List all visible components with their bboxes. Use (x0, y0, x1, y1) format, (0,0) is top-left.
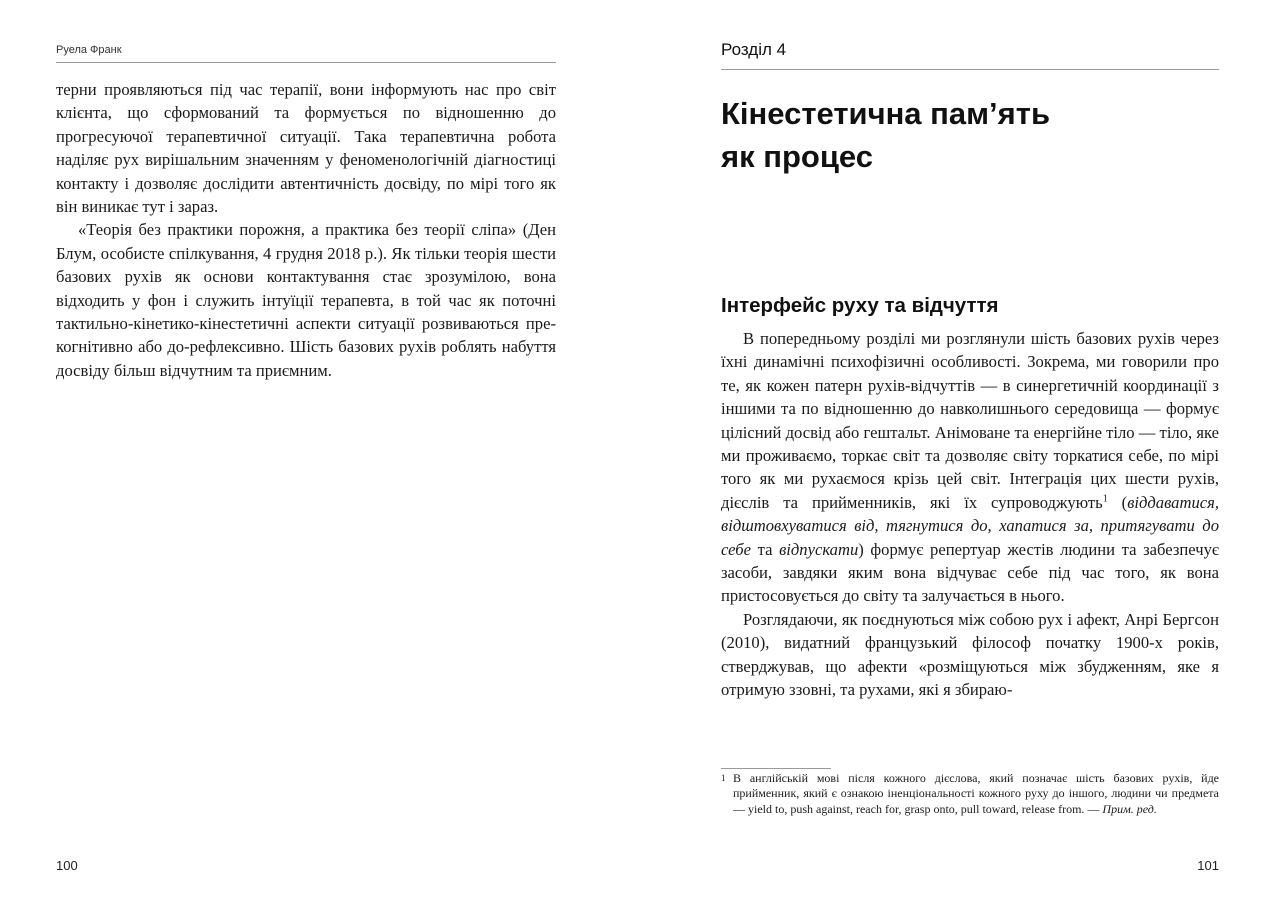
chapter-label: Розділ 4 (721, 40, 1219, 70)
page-number: 101 (1197, 858, 1219, 873)
chapter-title (721, 92, 1219, 178)
right-page (640, 0, 1280, 907)
text-run: ( (1107, 492, 1128, 512)
left-body-text (56, 78, 556, 382)
footnote-mark: 1 (721, 773, 726, 783)
chapter-title-line: Кінестетична пам’ять (721, 96, 1050, 131)
paragraph: терни проявляються під час терапії, вони інформують нас про світ клієнта, що сформований та формується по відношенню до прогресуючої терапевтичної ситуації. Така терапевтична робота наділяє рух вирішальним значенням у феноменологічній діагностиці контакту і дозволяє дослідити автентичність досвіду, по мірі того як він виникає тут і зараз. (56, 80, 556, 217)
text-run: ) формує репертуар жестів людини та забезпечує засоби, завдяки яким вона відчуває себе під час того, як вона пристосовується до світу та залучається в нього. (721, 539, 1219, 606)
page-number: 100 (56, 858, 78, 873)
section-heading: Інтерфейс руху та відчуття (721, 294, 999, 317)
running-head: Руела Франк (56, 44, 556, 63)
chapter-title-line: як процес (721, 139, 873, 174)
right-body-text (721, 327, 1219, 702)
italic-run: Прим. ред. (1102, 801, 1157, 816)
footnote-reference[interactable]: 1 (1102, 493, 1108, 505)
footnote-divider (721, 768, 831, 769)
text-run: В попередньому розділі ми розглянули шість базових рухів через їхні динамічні психофізичні особливості. Зокрема, ми говорили про те, як кожен патерн рухів-відчуттів — в синергетичній координації з іншими та по відношенню до навколишнього середовища — формує цілісний досвід або гештальт. Анімоване та енергійне тіло — тіло, яке ми проживаємо, торкає світ та дозволяє світу торкатися себе, по мірі того як ми рухаємося крізь цей світ. Інтеграція цих шести рухів, дієслів та прийменників, які їх супроводжують (721, 329, 1219, 512)
footnote-text (721, 771, 1219, 817)
paragraph: Розглядаючи, як поєднуються між собою рух і афект, Анрі Бергсон (2010), видатний французький філософ початку 1900-х років, стверджував, що афекти «розміщуються між збудженням, яке я отримую ззовні, та рухами, які я збираю- (721, 609, 1219, 700)
text-run: та (751, 539, 780, 559)
footnote (721, 771, 1219, 817)
paragraph (721, 327, 1219, 608)
paragraph: «Теорія без практики порожня, а практика без теорії сліпа» (Ден Блум, особисте спілкування, 4 грудня 2018 р.). Як тільки теорія шести базових рухів як основи контактування стає зрозумілою, вона відходить у фон і служить інтуїції терапевта, в той час як поточні тактильно-кінетико-кінестетичні аспекти ситуації розвиваються пре-когнітивно або до-рефлексивно. Шість базових рухів роблять набуття досвіду більш відчутним та приємним. (56, 220, 556, 380)
italic-run: відпускати (779, 539, 859, 559)
italic-run: віддаватися, відштовхуватися від, тягнутися до, хапатися за, притягувати до себе (721, 492, 1219, 559)
text-run: В англійській мові після кожного дієслова, який позначає шість базових рухів, йде прийменник, який є ознакою іненціональності кожного руху до іншого, людини чи предмета — yield to, push against, reach for, grasp onto, pull toward, release from. — (733, 771, 1219, 816)
